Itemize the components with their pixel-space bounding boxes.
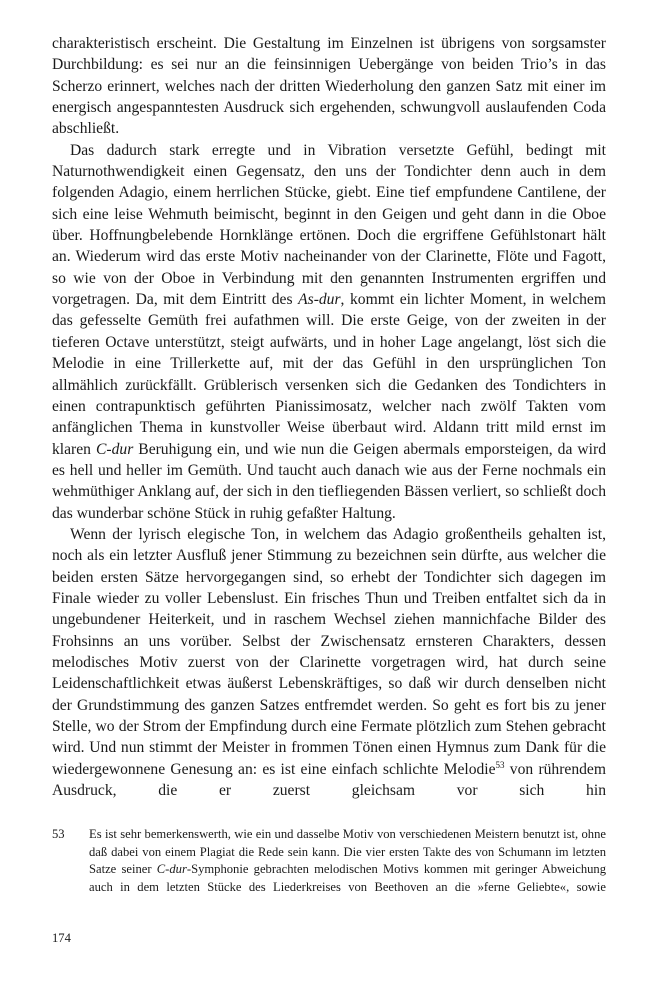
text-run: Es ist sehr bemerkenswerth, wie ein und dasselbe Motiv von verschiedenen Meistern benutzt ist, ohne daß dabei von einem Plagiat die Rede sein kann. Die vier ersten Takte des von Schumann im letzten Satze seiner	[89, 827, 606, 877]
text-run: , kommt ein lichter Moment, in welchem das gefesselte Gemüth frei aufathmen will. Die erste Geige, von der zweiten in der tieferen Octave unterstützt, steigt aufwärts, und in hoher Lage angelangt, löst sich die Melodie in eine Trillerkette auf, mit der das Gefühl in den ursprünglichen Ton allmählich zurückfällt. Grüblerisch versenken sich die Gedanken des Tondichters in einen contrapunktisch geführten Pianissimosatz, welcher nach zwölf Takten vom anfänglichen Thema in kunstvoller Weise überbaut wird. Aldann tritt mild ernst im klaren	[52, 291, 606, 458]
paragraph	[52, 33, 606, 140]
footnote-reference: 53	[495, 759, 505, 770]
italic-term: As-dur	[298, 291, 341, 309]
paragraph	[52, 524, 606, 801]
page-number: 174	[52, 931, 71, 945]
text-run: Beruhigung ein, und wie nun die Geigen abermals emporsteigen, da wird es hell und heller im Gemüth. Und taucht auch danach wie aus der Ferne nochmals ein wehmüthiger Anklang auf, der sich in den tiefliegenden Bässen verliert, so schließt doch das wunderbar schöne Stück in ruhig gefaßter Haltung.	[52, 440, 606, 522]
text-run: von rührendem Ausdruck, die er zuerst gleichsam vor sich hin	[52, 760, 606, 800]
footnote-text	[89, 826, 606, 896]
text-run: charakteristisch erscheint. Die Gestaltung im Einzelnen ist übrigens von sorgsamster Durchbildung: es sei nur an die feinsinnigen Uebergänge von beiden Trio’s in das Scherzo erinnert, welches nach der dritten Wiederholung den ganzen Satz mit einer im energisch angespanntesten Ausdruck sich ergehenden, schwungvoll auslaufenden Coda abschließt.	[52, 35, 606, 138]
footnote	[52, 826, 606, 896]
italic-term: C-dur	[156, 862, 187, 877]
text-run: Wenn der lyrisch elegische Ton, in welchem das Adagio großentheils gehalten ist, noch als ein letzter Ausfluß jener Stimmung zu bezeichnen sein dürfte, aus welcher die beiden ersten Sätze hervorgegangen sind, so erhebt der Tondichter sich dagegen im Finale wieder zu voller Lebenslust. Ein frisches Thun und Treiben entfaltet sich da in ungebundener Heiterkeit, und in raschem Wechsel ziehen mannichfache Bilder des Frohsinns an uns vorüber. Selbst der Zwischensatz ernsteren Charakters, dessen melodisches Motiv zuerst von der Clarinette vorgetragen wird, hat durch seine Leidenschaftlichkeit etwas äußerst Lebenskräftiges, so daß wir durch denselben nicht der Grundstimmung des ganzen Satzes entfremdet werden. So geht es fort bis zu jener Stelle, wo der Strom der Empfindung durch eine Fermate plötzlich zum Stehen gebracht wird. Und nun stimmt der Meister in frommen Tönen einen Hymnus zum Dank für die wiedergewonnene Genesung an: es ist eine einfach schlichte Melodie	[52, 525, 606, 778]
text-run: Das dadurch stark erregte und in Vibration versetzte Gefühl, bedingt mit Naturnothwendigkeit einen Gegensatz, den uns der Tondichter denn auch in dem folgenden Adagio, einem herrlichen Stücke, giebt. Eine tief empfundene Cantilene, der sich eine leise Wehmuth beimischt, beginnt in den Geigen und geht dann in die Oboe über. Hoffnungbelebende Hornklänge ertönen. Doch die ergriffene Gefühlstonart hält an. Wiederum wird das erste Motiv nacheinander von der Clarinette, Flöte und Fagott, so wie von der Oboe in Verbindung mit den genannten Instrumenten ergriffen und vorgetragen. Da, mit dem Eintritt des	[52, 141, 606, 309]
paragraph	[52, 140, 606, 524]
italic-term: C-dur	[96, 440, 134, 458]
footnote-number: 53	[52, 827, 65, 841]
body-text	[52, 33, 606, 801]
text-run: -Symphonie gebrachten melodischen Motivs kommen mit geringer Abweichung auch in dem letzten Stücke des Liederkreises von Beethoven an die »ferne Geliebte«, sowie	[89, 862, 607, 894]
